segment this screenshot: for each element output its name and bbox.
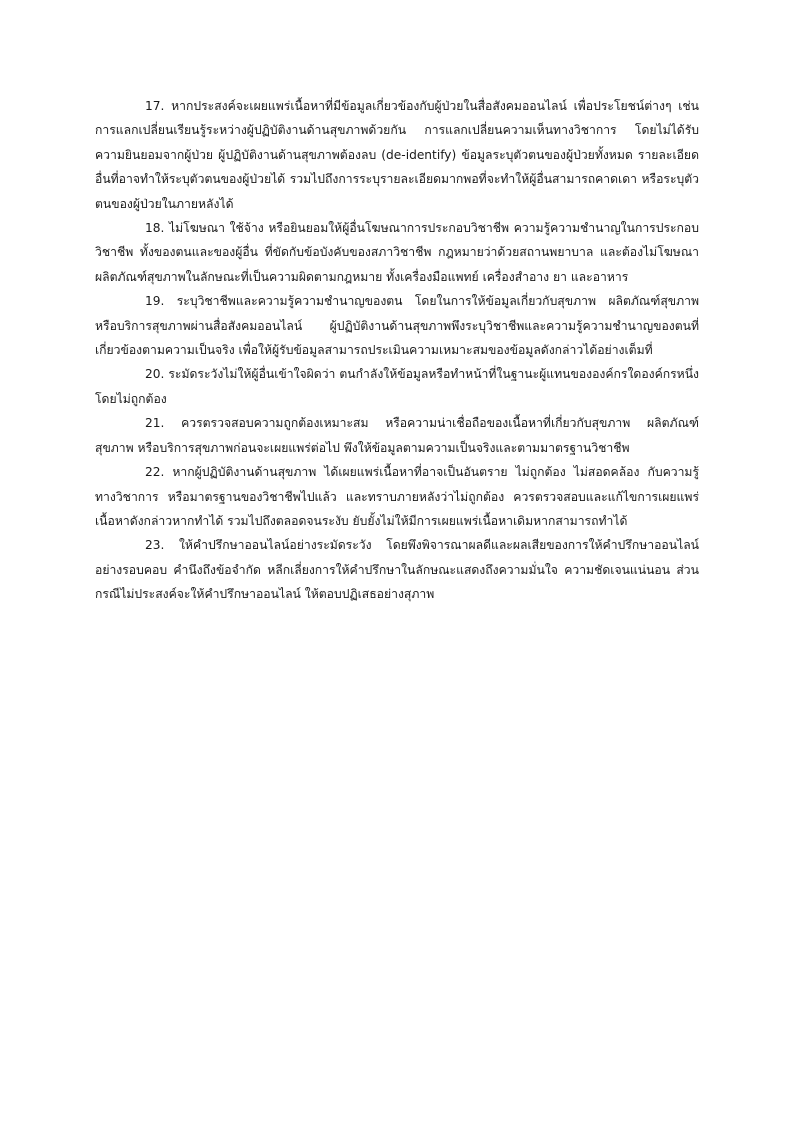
paragraph-item-20: 20. ระมัดระวังไม่ให้ผู้อื่นเข้าใจผิดว่า ตนกำลังให้ข้อมูลหรือทำหน้าที่ในฐานะผู้แทนขององค์กรใดองค์กรหนึ่งโดยไม่ถูกต้อง xyxy=(95,367,699,406)
paragraph-item-23: 23. ให้คำปรึกษาออนไลน์อย่างระมัดระวัง โดยพึงพิจารณาผลดีและผลเสียของการให้คำปรึกษาออนไลน์อย่างรอบคอบ คำนึงถึงข้อจำกัด หลีกเลี่ยงการให้คำปรึกษาในลักษณะแสดงถึงความมั่นใจ ความชัดเจนแน่นอน ส่วนกรณีไม่ประสงค์จะให้คำปรึกษาออนไลน์ ให้ตอบปฏิเสธอย่างสุภาพ xyxy=(95,538,699,602)
paragraph-item-18: 18. ไม่โฆษณา ใช้จ้าง หรือยินยอมให้ผู้อื่นโฆษณาการประกอบวิชาชีพ ความรู้ความชำนาญในการประกอบวิชาชีพ ทั้งของตนและของผู้อื่น ที่ขัดกับข้อบังคับของสภาวิชาชีพ กฎหมายว่าด้วยสถานพยาบาล และต้องไม่โฆษณาผลิตภัณฑ์สุขภาพในลักษณะที่เป็นความผิดตามกฎหมาย ทั้งเครื่องมือแพทย์ เครื่องสำอาง ยา และอาหาร xyxy=(95,221,699,284)
paragraph-item-21: 21. ควรตรวจสอบความถูกต้องเหมาะสม หรือความน่าเชื่อถือของเนื้อหาที่เกี่ยวกับสุขภาพ ผลิตภัณฑ์สุขภาพ หรือบริการสุขภาพก่อนจะเผยแพร่ต่อไป พึงให้ข้อมูลตามความเป็นจริงและตามมาตรฐานวิชาชีพ xyxy=(95,416,699,455)
document-body xyxy=(95,94,699,607)
paragraph-item-22: 22. หากผู้ปฏิบัติงานด้านสุขภาพ ได้เผยแพร่เนื้อหาที่อาจเป็นอันตราย ไม่ถูกต้อง ไม่สอดคล้อง กับความรู้ทางวิชาการ หรือมาตรฐานของวิชาชีพไปแล้ว และทราบภายหลังว่าไม่ถูกต้อง ควรตรวจสอบและแก้ไขการเผยแพร่เนื้อหาดังกล่าวหากทำได้ รวมไปถึงตลอดจนระงับ ยับยั้งไม่ให้มีการเผยแพร่เนื้อหาเดิมหากสามารถทำได้ xyxy=(95,465,699,528)
paragraph-item-19: 19. ระบุวิชาชีพและความรู้ความชำนาญของตน โดยในการให้ข้อมูลเกี่ยวกับสุขภาพ ผลิตภัณฑ์สุขภาพ หรือบริการสุขภาพผ่านสื่อสังคมออนไลน์ ผู้ปฏิบัติงานด้านสุขภาพพึงระบุวิชาชีพและความรู้ความชำนาญของตนที่เกี่ยวข้องตามความเป็นจริง เพื่อให้ผู้รับข้อมูลสามารถประเมินความเหมาะสมของข้อมูลดังกล่าวได้อย่างเต็มที่ xyxy=(95,294,699,358)
paragraph-item-17: 17. หากประสงค์จะเผยแพร่เนื้อหาที่มีข้อมูลเกี่ยวข้องกับผู้ป่วยในสื่อสังคมออนไลน์ เพื่อประโยชน์ต่างๆ เช่น การแลกเปลี่ยนเรียนรู้ระหว่างผู้ปฏิบัติงานด้านสุขภาพด้วยกัน การแลกเปลี่ยนความเห็นทางวิชาการ โดยไม่ได้รับความยินยอมจากผู้ป่วย ผู้ปฏิบัติงานด้านสุขภาพต้องลบ (de-identify) ข้อมูลระบุตัวตนของผู้ป่วยทั้งหมด รายละเอียดอื่นที่อาจทำให้ระบุตัวตนของผู้ป่วยได้ รวมไปถึงการระบุรายละเอียดมากพอที่จะทำให้ผู้อื่นสามารถคาดเดา หรือระบุตัวตนของผู้ป่วยในภายหลังได้ xyxy=(95,99,699,211)
